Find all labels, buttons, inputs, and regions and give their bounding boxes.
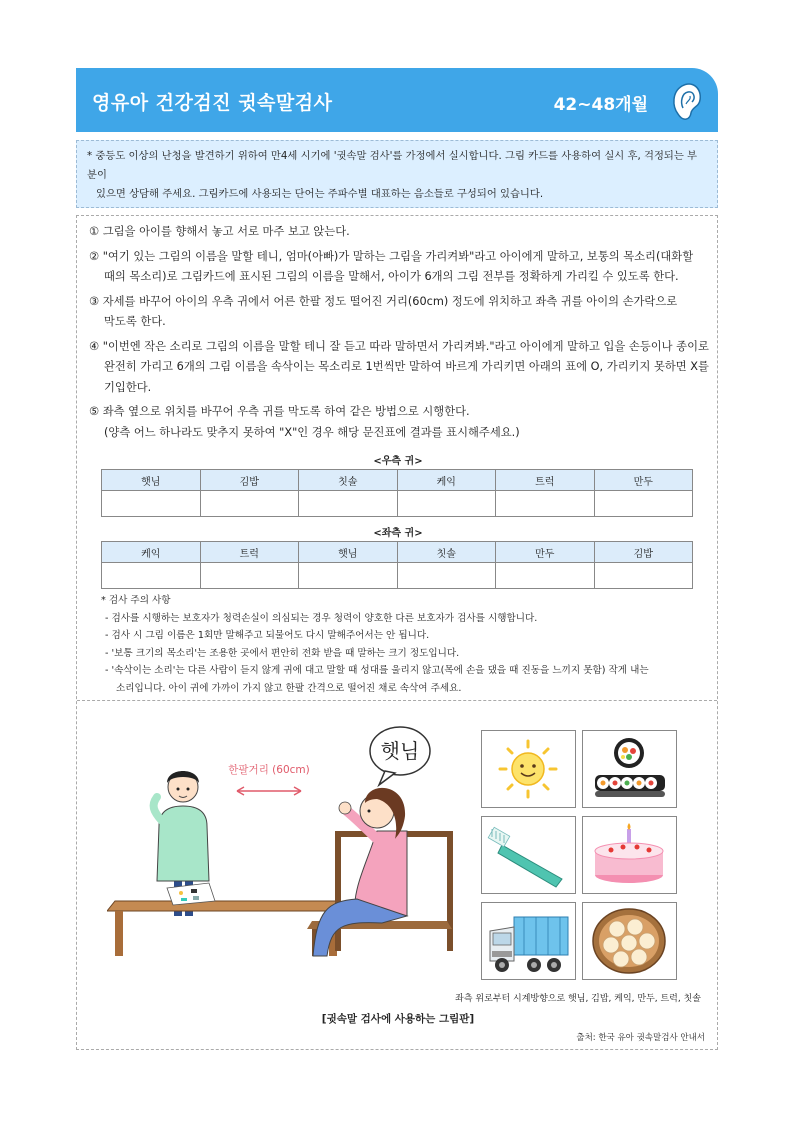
result-cell[interactable] <box>200 491 299 517</box>
table-header-cell: 칫솔 <box>299 470 398 491</box>
step-item <box>89 402 709 443</box>
truck-icon <box>482 903 575 979</box>
notice-line: * 중등도 이상의 난청을 발견하기 위하여 만4세 시기에 '귓속말 검사'를 가정에서 실시합니다. 그림 카드를 사용하여 실시 후, 걱정되는 부분이 <box>87 150 697 181</box>
result-cell[interactable] <box>102 563 201 589</box>
step-text: 자세를 바꾸어 아이의 우측 귀에서 어른 한팔 정도 떨어진 거리(60cm) 정도에 위치하고 좌측 귀를 아이의 손가락으로 <box>102 294 678 308</box>
caution-item: - '속삭이는 소리'는 다른 사람이 듣지 않게 귀에 대고 말할 때 성대를 울리지 않고(목에 손을 댔을 때 진동을 느끼지 못함) 작게 내는 <box>105 665 649 676</box>
speech-bubble <box>370 727 430 785</box>
figure-caption: [귓속말 검사에 사용하는 그림판] <box>321 1013 475 1025</box>
step-text: 그림을 아이를 향해서 놓고 서로 마주 보고 앉는다. <box>102 225 350 238</box>
result-cell[interactable] <box>496 563 595 589</box>
card-truck <box>481 902 576 980</box>
result-cell[interactable] <box>594 563 693 589</box>
page-title: 영유아 건강검진 귓속말검사 <box>92 92 333 114</box>
card-toothbrush <box>481 816 576 894</box>
step-text: 기입한다. <box>104 380 152 394</box>
notice-box <box>76 140 718 208</box>
caution-title: * 검사 주의 사항 <box>101 595 171 606</box>
result-cell[interactable] <box>200 563 299 589</box>
step-text: (양측 어느 하나라도 맞추지 못하여 "X"인 경우 해당 문진표에 결과를 표시해주세요.) <box>104 425 520 439</box>
step-number: ② <box>89 249 100 263</box>
table-header-cell: 김밥 <box>200 470 299 491</box>
card-dumplings <box>582 902 677 980</box>
result-cell[interactable] <box>397 491 496 517</box>
card-cake <box>582 816 677 894</box>
source-note: 출처: 한국 유아 귓속말검사 안내서 <box>576 1033 705 1043</box>
table-header-cell: 김밥 <box>594 542 693 563</box>
sun-icon <box>482 731 575 807</box>
ear-icon <box>670 80 704 124</box>
table-furniture <box>107 883 345 956</box>
table-header-cell: 트럭 <box>496 470 595 491</box>
test-illustration <box>107 711 467 961</box>
dumpling-icon <box>583 903 676 979</box>
cake-icon <box>583 817 676 893</box>
step-item <box>89 222 709 243</box>
result-cell[interactable] <box>594 491 693 517</box>
table-header-cell: 트럭 <box>200 542 299 563</box>
step-item <box>89 337 709 399</box>
table-header-cell: 만두 <box>594 470 693 491</box>
notice-line: 있으면 상담해 주세요. 그림카드에 사용되는 단어는 주파수별 대표하는 음소들로 구성되어 있습니다. <box>96 188 544 200</box>
result-cell[interactable] <box>102 491 201 517</box>
section-divider <box>77 700 717 701</box>
result-cell[interactable] <box>397 563 496 589</box>
table-header-cell: 햇님 <box>299 542 398 563</box>
distance-label: 한팔거리 (60cm) <box>228 764 310 776</box>
step-list <box>89 222 709 447</box>
step-text: 때의 목소리)로 그림카드에 표시된 그림의 이름을 말해서, 아이가 6개의 그림 전부를 정확하게 가리킬 수 있도록 한다. <box>104 270 679 283</box>
step-number: ① <box>89 225 100 238</box>
caution-item: - '보통 크기의 목소리'는 조용한 곳에서 편안히 전화 받을 때 말하는 크기 정도입니다. <box>105 647 460 659</box>
left-ear-caption: <좌측 귀> <box>373 528 423 539</box>
card-gimbap <box>582 730 677 808</box>
caution-section <box>101 592 709 697</box>
table-header-cell: 햇님 <box>102 470 201 491</box>
step-item <box>89 292 709 333</box>
step-text: 좌측 옆으로 위치를 바꾸어 우측 귀를 막도록 하여 같은 방법으로 시행한다. <box>102 405 470 418</box>
grid-caption: 좌측 위로부터 시계방향으로 햇님, 김밥, 케익, 만두, 트럭, 칫솔 <box>455 994 701 1004</box>
age-range: 42~48개월 <box>553 95 648 115</box>
instruction-panel <box>76 215 718 1050</box>
gimbap-icon <box>583 731 676 807</box>
table-header-cell: 칫솔 <box>397 542 496 563</box>
step-text: "이번엔 작은 소리로 그림의 이름을 말할 테니 잘 듣고 따라 말하면서 가리켜봐."라고 아이에게 말하고 입을 손등이나 종이로 <box>102 339 709 353</box>
step-text: "여기 있는 그림의 이름을 말할 테니, 엄마(아빠)가 말하는 그림을 가리켜봐"라고 아이에게 말하고, 보통의 목소리(대화할 <box>102 249 694 263</box>
card-sun <box>481 730 576 808</box>
step-text: 완전히 가리고 6개의 그림 이름을 속삭이는 목소리로 1번씩만 말하여 바르게 가리키면 아래의 표에 O, 가리키지 못하면 X를 <box>104 360 709 373</box>
result-cell[interactable] <box>496 491 595 517</box>
right-ear-table <box>101 469 693 517</box>
table-header-cell: 케익 <box>397 470 496 491</box>
mother-figure <box>313 788 407 956</box>
caution-item: 소리입니다. 아이 귀에 가까이 가지 않고 한팔 간격으로 떨어진 채로 속삭여 주세요. <box>116 682 462 694</box>
step-text: 막도록 한다. <box>104 315 166 328</box>
distance-arrow <box>237 787 301 795</box>
caution-item: - 검사를 시행하는 보호자가 청력손실이 의심되는 경우 청력이 양호한 다른 보호자가 검사를 시행합니다. <box>105 612 538 624</box>
table-header-cell: 케익 <box>102 542 201 563</box>
toothbrush-icon <box>482 817 575 893</box>
page-header <box>76 68 718 132</box>
step-item <box>89 247 709 288</box>
step-number: ③ <box>89 294 100 308</box>
step-number: ⑤ <box>89 405 100 418</box>
caution-item: - 검사 시 그림 이름은 1회만 말해주고 되물어도 다시 말해주어서는 안 됩니다. <box>105 630 430 641</box>
step-number: ④ <box>89 339 100 353</box>
table-header-cell: 만두 <box>496 542 595 563</box>
speech-text: 햇님 <box>380 739 420 763</box>
left-ear-table <box>101 541 693 589</box>
result-cell[interactable] <box>299 491 398 517</box>
result-cell[interactable] <box>299 563 398 589</box>
right-ear-caption: <우측 귀> <box>373 456 423 467</box>
